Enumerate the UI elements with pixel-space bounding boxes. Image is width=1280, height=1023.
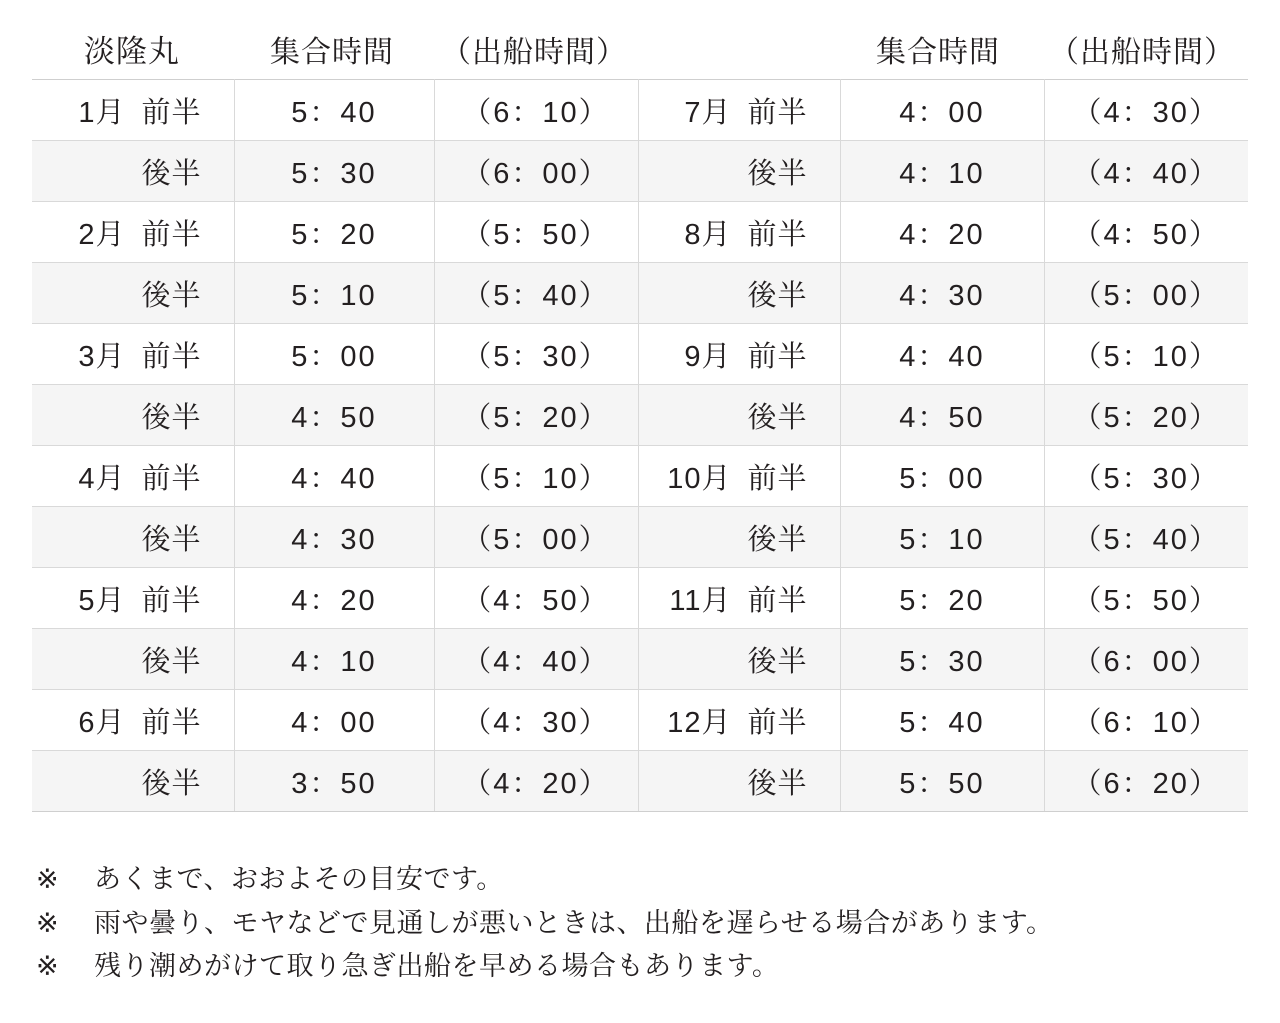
table-row xyxy=(32,751,1248,812)
row-label-left xyxy=(32,690,234,751)
half-label: 前半 xyxy=(141,96,202,129)
meeting-time-left: 4：50 xyxy=(234,385,434,446)
departure-time-left: （6：10） xyxy=(434,80,638,141)
month-label: 3月 xyxy=(78,340,126,373)
meeting-time-right: 4：50 xyxy=(840,385,1044,446)
note-text: あくまで、おおよその目安です。 xyxy=(94,864,504,894)
row-label-right xyxy=(638,141,840,202)
meeting-time-right: 4：00 xyxy=(840,80,1044,141)
table-row xyxy=(32,141,1248,202)
note-marker-icon: ※ xyxy=(36,864,60,894)
header-meeting-time-left: 集合時間 xyxy=(270,36,394,69)
half-label: 前半 xyxy=(747,584,808,617)
departure-time-left: （5：30） xyxy=(434,324,638,385)
meeting-time-right: 4：10 xyxy=(840,141,1044,202)
table-row xyxy=(32,80,1248,141)
table-row xyxy=(32,690,1248,751)
departure-time-left: （6：00） xyxy=(434,141,638,202)
table-row xyxy=(32,263,1248,324)
row-label-left xyxy=(32,751,234,812)
header-meeting-time-right: 集合時間 xyxy=(876,36,1000,69)
half-label: 後半 xyxy=(747,523,808,556)
note-text: 残り潮めがけて取り急ぎ出船を早める場合もあります。 xyxy=(94,951,780,982)
table-row xyxy=(32,507,1248,568)
header-departure-time-left: （出船時間） xyxy=(441,36,627,69)
departure-time-right: （4：40） xyxy=(1044,141,1248,202)
departure-time-left: （4：40） xyxy=(434,629,638,690)
table-header-row xyxy=(0,0,1280,79)
row-label-right xyxy=(638,751,840,812)
half-label: 前半 xyxy=(747,462,808,495)
half-label: 前半 xyxy=(747,218,808,251)
departure-time-left: （5：10） xyxy=(434,446,638,507)
meeting-time-left: 3：50 xyxy=(234,751,434,812)
half-label: 後半 xyxy=(141,157,202,190)
departure-time-right: （6：20） xyxy=(1044,751,1248,812)
row-label-left xyxy=(32,263,234,324)
departure-time-right: （5：00） xyxy=(1044,263,1248,324)
meeting-time-right: 5：00 xyxy=(840,446,1044,507)
note-item xyxy=(36,945,1244,989)
month-label: 5月 xyxy=(78,584,126,617)
departure-time-left: （5：20） xyxy=(434,385,638,446)
half-label: 前半 xyxy=(141,706,202,739)
meeting-time-left: 5：20 xyxy=(234,202,434,263)
row-label-right xyxy=(638,324,840,385)
row-label-left xyxy=(32,629,234,690)
month-label: 11月 xyxy=(669,584,732,617)
row-label-right xyxy=(638,263,840,324)
table-row xyxy=(32,385,1248,446)
table-row xyxy=(32,446,1248,507)
departure-time-right: （4：30） xyxy=(1044,80,1248,141)
departure-time-right: （5：20） xyxy=(1044,385,1248,446)
month-label: 9月 xyxy=(684,340,732,373)
half-label: 後半 xyxy=(747,401,808,434)
month-label: 2月 xyxy=(78,218,126,251)
departure-time-right: （5：30） xyxy=(1044,446,1248,507)
note-item xyxy=(36,858,1244,902)
month-label: 12月 xyxy=(667,706,732,739)
departure-time-left: （4：50） xyxy=(434,568,638,629)
meeting-time-right: 5：10 xyxy=(840,507,1044,568)
half-label: 前半 xyxy=(141,340,202,373)
row-label-right xyxy=(638,568,840,629)
notes-section xyxy=(0,858,1280,989)
half-label: 前半 xyxy=(141,584,202,617)
meeting-time-left: 5：40 xyxy=(234,80,434,141)
half-label: 後半 xyxy=(747,279,808,312)
row-label-right xyxy=(638,507,840,568)
month-label: 7月 xyxy=(684,96,732,129)
row-label-left xyxy=(32,80,234,141)
half-label: 前半 xyxy=(141,218,202,251)
row-label-right xyxy=(638,446,840,507)
departure-time-right: （5：10） xyxy=(1044,324,1248,385)
meeting-time-left: 4：20 xyxy=(234,568,434,629)
meeting-time-left: 4：00 xyxy=(234,690,434,751)
row-label-right xyxy=(638,629,840,690)
schedule-table xyxy=(32,79,1248,812)
half-label: 後半 xyxy=(141,767,202,800)
document-title: 淡隆丸 xyxy=(84,34,180,69)
row-label-right xyxy=(638,202,840,263)
meeting-time-left: 5：30 xyxy=(234,141,434,202)
meeting-time-right: 4：30 xyxy=(840,263,1044,324)
table-row xyxy=(32,629,1248,690)
row-label-right xyxy=(638,80,840,141)
row-label-left xyxy=(32,202,234,263)
month-label: 8月 xyxy=(684,218,732,251)
meeting-time-left: 4：40 xyxy=(234,446,434,507)
meeting-time-left: 4：30 xyxy=(234,507,434,568)
half-label: 後半 xyxy=(747,767,808,800)
row-label-left xyxy=(32,385,234,446)
departure-time-right: （4：50） xyxy=(1044,202,1248,263)
half-label: 後半 xyxy=(141,279,202,312)
departure-time-right: （6：10） xyxy=(1044,690,1248,751)
row-label-left xyxy=(32,446,234,507)
half-label: 後半 xyxy=(747,157,808,190)
half-label: 前半 xyxy=(747,96,808,129)
meeting-time-left: 5：10 xyxy=(234,263,434,324)
meeting-time-right: 4：20 xyxy=(840,202,1044,263)
meeting-time-left: 4：10 xyxy=(234,629,434,690)
month-label: 6月 xyxy=(78,706,126,739)
table-row xyxy=(32,568,1248,629)
note-item xyxy=(36,902,1244,946)
table-row xyxy=(32,202,1248,263)
half-label: 後半 xyxy=(747,645,808,678)
half-label: 前半 xyxy=(141,462,202,495)
half-label: 前半 xyxy=(747,706,808,739)
departure-time-right: （5：40） xyxy=(1044,507,1248,568)
departure-time-left: （4：20） xyxy=(434,751,638,812)
note-marker-icon: ※ xyxy=(36,907,60,938)
row-label-left xyxy=(32,324,234,385)
meeting-time-right: 5：40 xyxy=(840,690,1044,751)
departure-time-left: （5：40） xyxy=(434,263,638,324)
meeting-time-left: 5：00 xyxy=(234,324,434,385)
meeting-time-right: 4：40 xyxy=(840,324,1044,385)
departure-time-left: （4：30） xyxy=(434,690,638,751)
departure-time-right: （5：50） xyxy=(1044,568,1248,629)
note-marker-icon: ※ xyxy=(36,951,60,982)
departure-time-left: （5：50） xyxy=(434,202,638,263)
row-label-right xyxy=(638,385,840,446)
month-label: 1月 xyxy=(78,96,126,129)
departure-time-right: （6：00） xyxy=(1044,629,1248,690)
row-label-right xyxy=(638,690,840,751)
meeting-time-right: 5：20 xyxy=(840,568,1044,629)
month-label: 10月 xyxy=(667,462,732,495)
half-label: 後半 xyxy=(141,401,202,434)
half-label: 後半 xyxy=(141,523,202,556)
table-row xyxy=(32,324,1248,385)
row-label-left xyxy=(32,141,234,202)
meeting-time-right: 5：30 xyxy=(840,629,1044,690)
note-text: 雨や曇り、モヤなどで見通しが悪いときは、出船を遅らせる場合があります。 xyxy=(94,907,1054,938)
month-label: 4月 xyxy=(78,462,126,495)
header-departure-time-right: （出船時間） xyxy=(1049,36,1235,69)
half-label: 前半 xyxy=(747,340,808,373)
departure-time-left: （5：00） xyxy=(434,507,638,568)
row-label-left xyxy=(32,507,234,568)
half-label: 後半 xyxy=(141,645,202,678)
row-label-left xyxy=(32,568,234,629)
meeting-time-right: 5：50 xyxy=(840,751,1044,812)
